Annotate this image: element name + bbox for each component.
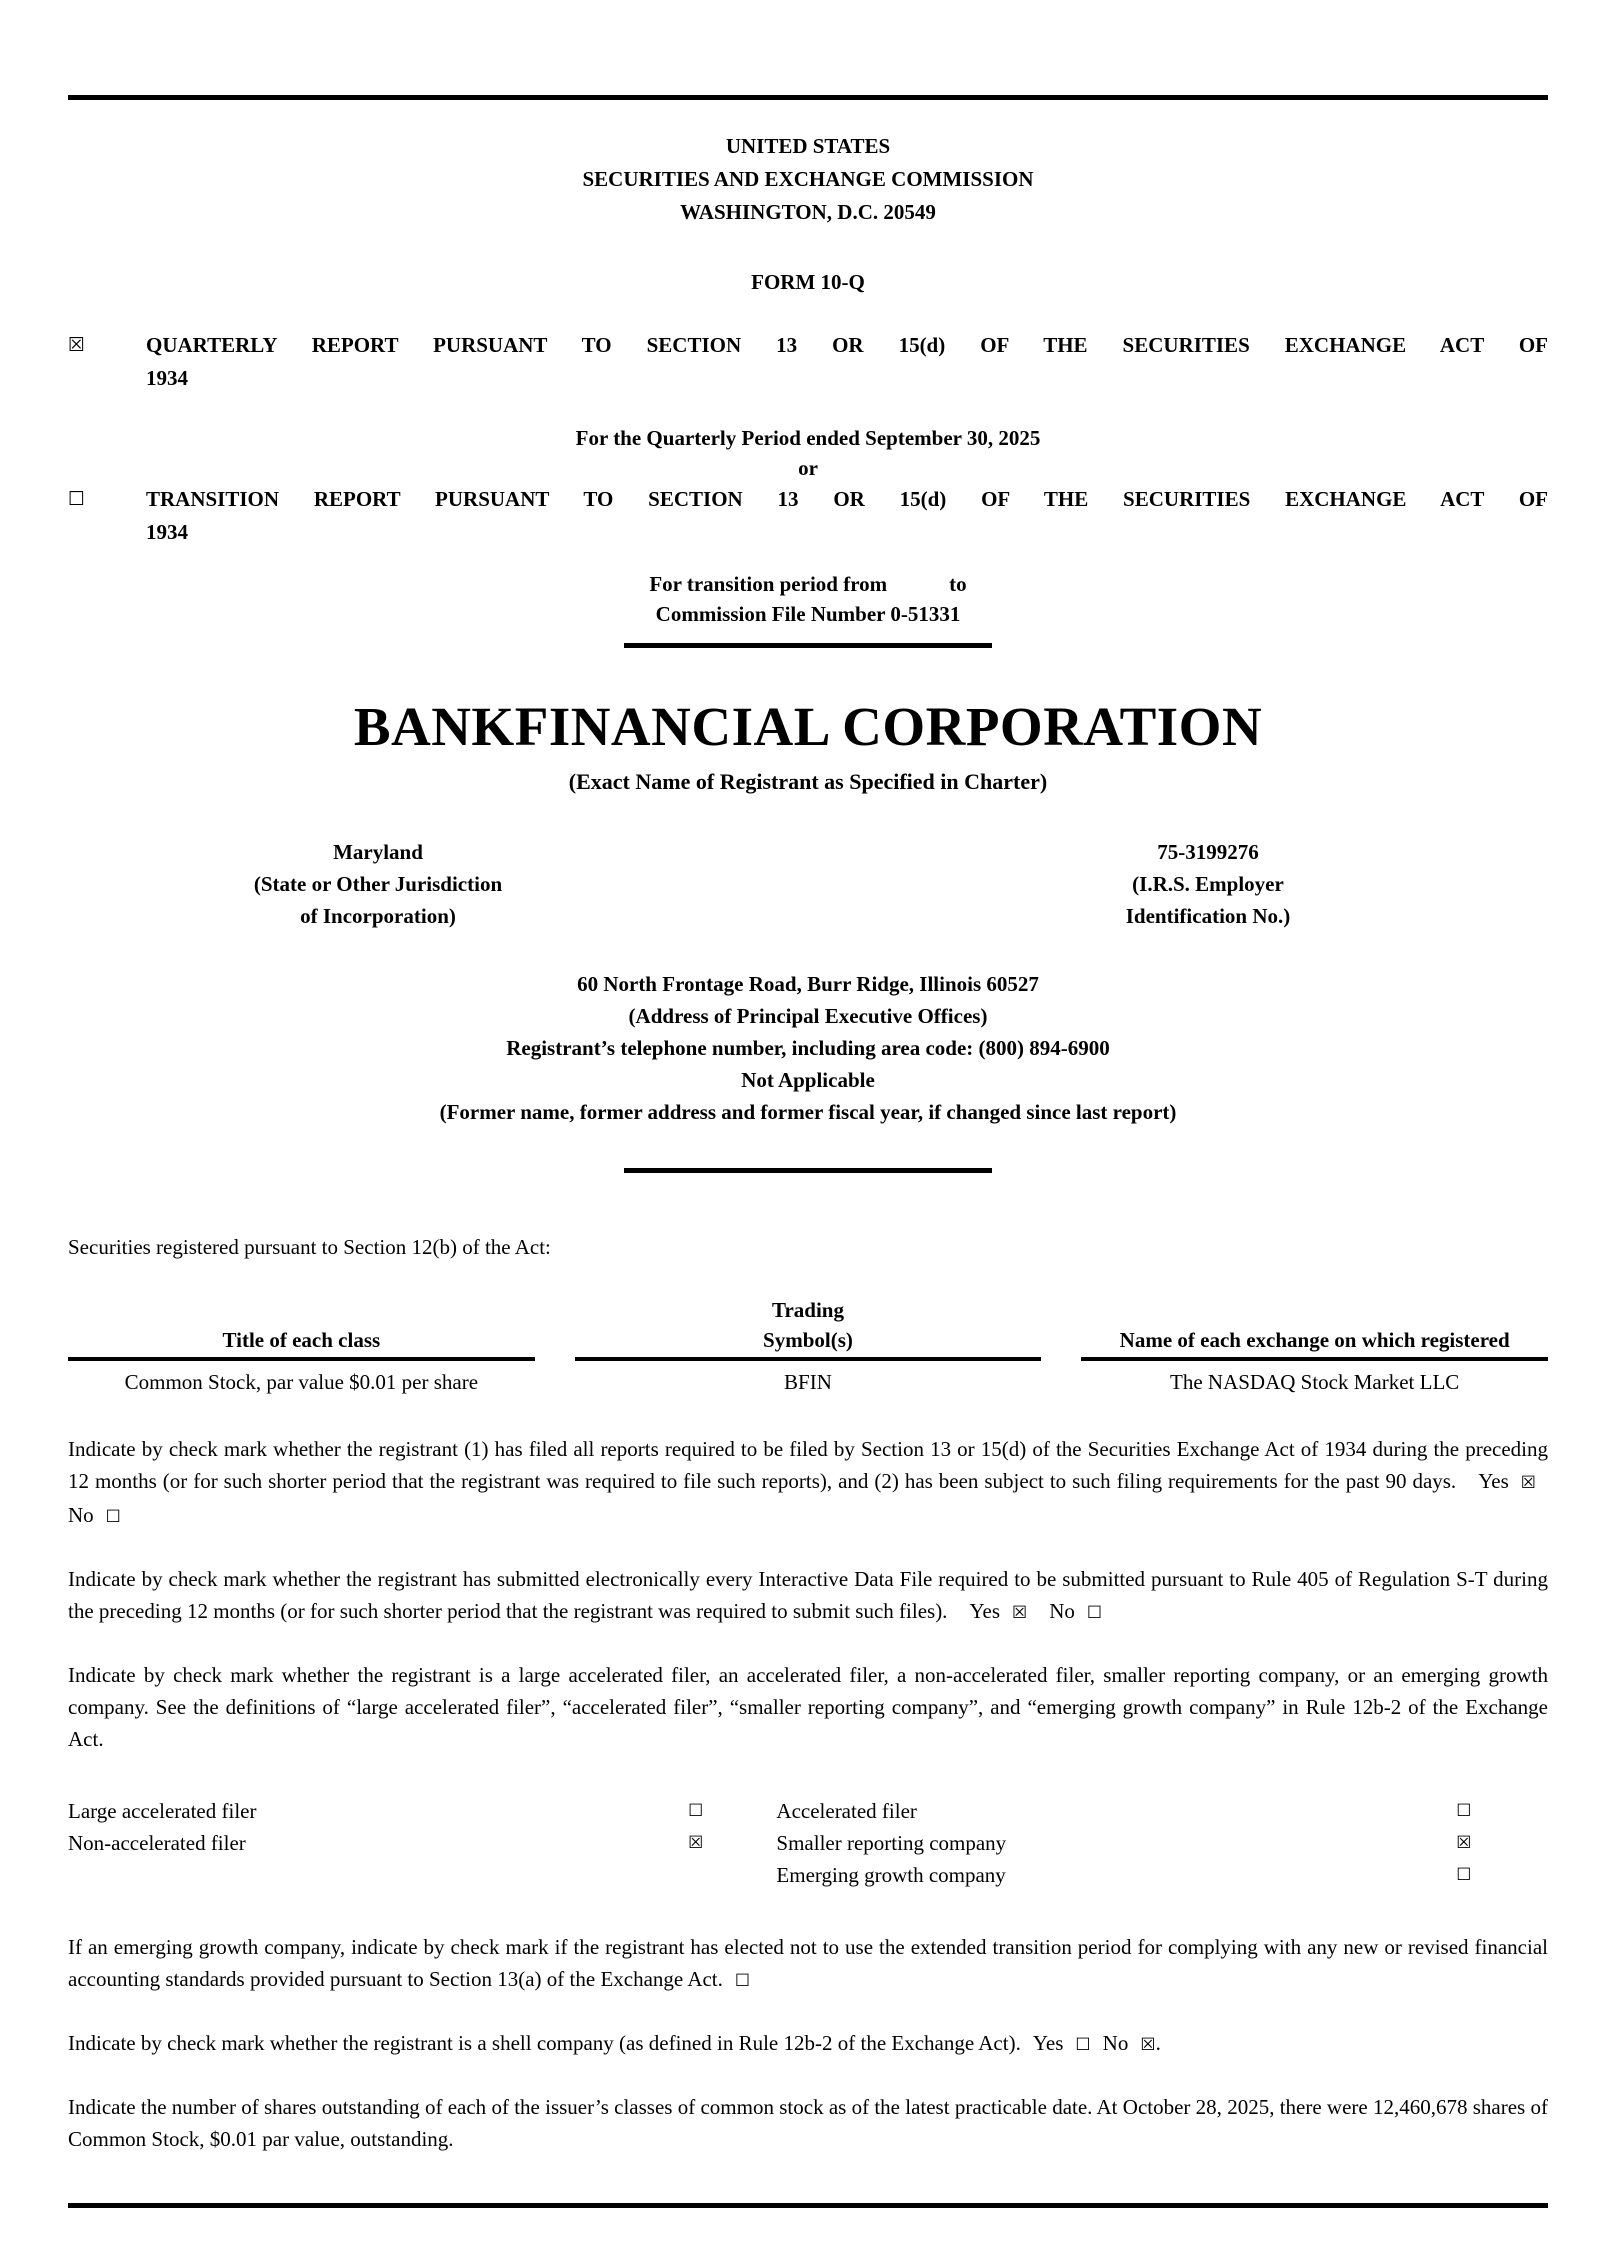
irs-caption-line1: (I.R.S. Employer bbox=[1132, 872, 1284, 896]
agency-line-2: SECURITIES AND EXCHANGE COMMISSION bbox=[582, 167, 1034, 191]
paragraph-filed-all-reports-text: Indicate by check mark whether the registrant (1) has filed all reports required to be filed by Section 13 or 15(d) of the Securities Exchange Act of 1934 during the preceding 12 months (or for such shorter period that the registrant was required to file such reports), and (2) has been subject to such filing requirements for the past 90 days. bbox=[68, 1437, 1548, 1493]
cell-title-of-class: Common Stock, par value $0.01 per share bbox=[124, 1370, 479, 1394]
label-large-accelerated-filer: Large accelerated filer bbox=[68, 1799, 257, 1823]
quarterly-report-text-line2: 1934 bbox=[146, 366, 188, 390]
transition-report-checkbox[interactable]: ☐ bbox=[68, 488, 86, 510]
paragraph-filed-all-reports bbox=[68, 1433, 1548, 1533]
label-accelerated-filer: Accelerated filer bbox=[776, 1799, 917, 1823]
paragraph-shell-company bbox=[68, 2027, 1548, 2061]
label-non-accelerated-filer: Non-accelerated filer bbox=[68, 1831, 246, 1855]
transition-report-row bbox=[68, 483, 1548, 549]
former-name-caption: (Former name, former address and former fiscal year, if changed since last report) bbox=[439, 1100, 1177, 1124]
label-emerging-growth-company: Emerging growth company bbox=[776, 1863, 1006, 1887]
transition-report-text-line1: TRANSITION REPORT PURSUANT TO SECTION 13 OR 15(d) OF THE SECURITIES EXCHANGE ACT OF bbox=[146, 487, 1548, 511]
bottom-horizontal-rule bbox=[68, 2203, 1548, 2208]
quarterly-period-label: For the Quarterly Period ended September 30, 2025 bbox=[575, 426, 1041, 450]
section-divider-rule bbox=[624, 1168, 992, 1173]
paragraph-shares-outstanding: Indicate the number of shares outstanding of each of the issuer’s classes of common stock as of the latest practicable date. At October 28, 2025, there were 12,460,678 shares of Common Stock, $0.01 par value, outstanding. bbox=[68, 2095, 1548, 2151]
label-smaller-reporting-company: Smaller reporting company bbox=[776, 1831, 1007, 1855]
paragraph-filer-status-intro: Indicate by check mark whether the registrant is a large accelerated filer, an accelerated filer, a non-accelerated filer, smaller reporting company, or an emerging growth company. See the definitions of “large accelerated filer”, “accelerated filer”, “smaller reporting company”, and “emerging growth company” in Rule 12b-2 of the Exchange Act. bbox=[68, 1663, 1548, 1751]
checkbox-non-accelerated-filer[interactable]: ☒ bbox=[688, 1833, 704, 1853]
or-separator: or bbox=[798, 456, 818, 480]
state-caption-line1: (State or Other Jurisdiction bbox=[253, 872, 503, 896]
header-title-of-class: Title of each class bbox=[68, 1295, 535, 1359]
paragraph-interactive-data-file bbox=[68, 1563, 1548, 1629]
emerging-growth-checkbox[interactable]: ☐ bbox=[734, 1971, 751, 1991]
transition-report-text-line2: 1934 bbox=[146, 520, 188, 544]
agency-line-1: UNITED STATES bbox=[725, 134, 891, 158]
securities-table-header-row bbox=[68, 1295, 1548, 1359]
transition-period-to-label: to bbox=[949, 572, 967, 596]
jurisdiction-irs-block bbox=[68, 836, 1548, 932]
header-trading-symbol-line2: Symbol(s) bbox=[763, 1328, 853, 1352]
checkbox-accelerated-filer[interactable]: ☐ bbox=[1456, 1801, 1472, 1821]
commission-file-underline bbox=[624, 643, 992, 648]
interactive-data-no-label: No bbox=[1049, 1599, 1075, 1623]
shell-company-yes-label: Yes bbox=[1032, 2031, 1064, 2055]
transition-period-from-label: For transition period from bbox=[649, 572, 888, 596]
header-exchange: Name of each exchange on which registered bbox=[1081, 1295, 1548, 1359]
transition-period-line bbox=[68, 569, 1548, 599]
irs-employer-id: 75-3199276 bbox=[1157, 840, 1259, 864]
address-block bbox=[68, 968, 1548, 1128]
checkbox-large-accelerated-filer[interactable]: ☐ bbox=[688, 1801, 704, 1821]
filed-reports-yes-checkbox[interactable]: ☒ bbox=[1520, 1473, 1536, 1493]
filed-reports-yes-label: Yes bbox=[1478, 1469, 1509, 1493]
principal-address: 60 North Frontage Road, Burr Ridge, Illinois 60527 bbox=[577, 972, 1039, 996]
filer-status-grid bbox=[68, 1795, 1548, 1891]
transition-report-text bbox=[146, 483, 1548, 549]
address-caption: (Address of Principal Executive Offices) bbox=[628, 1004, 988, 1028]
document-content bbox=[68, 130, 1548, 2155]
interactive-data-yes-label: Yes bbox=[969, 1599, 1000, 1623]
state-caption-line2: of Incorporation) bbox=[300, 904, 456, 928]
interactive-data-no-checkbox[interactable]: ☐ bbox=[1086, 1603, 1103, 1623]
table-row bbox=[68, 1359, 1548, 1397]
table-spacer-1 bbox=[535, 1295, 575, 1359]
paragraph-emerging-growth-election bbox=[68, 1931, 1548, 1997]
form-title: FORM 10-Q bbox=[751, 270, 865, 294]
table-spacer-3 bbox=[535, 1359, 575, 1397]
shell-company-text: Indicate by check mark whether the registrant is a shell company (as defined in Rule 12b-2 of the Exchange Act). bbox=[68, 2031, 1021, 2055]
agency-line-3: WASHINGTON, D.C. 20549 bbox=[680, 200, 936, 224]
filer-status-row-1 bbox=[68, 1795, 1548, 1827]
quarterly-report-text bbox=[146, 329, 1548, 395]
irs-column bbox=[808, 836, 1548, 932]
filed-reports-no-label: No bbox=[68, 1503, 94, 1527]
securities-registered-table bbox=[68, 1295, 1548, 1397]
securities-registered-intro: Securities registered pursuant to Section 12(b) of the Act: bbox=[68, 1235, 551, 1259]
registrant-company-name: BANKFINANCIAL CORPORATION bbox=[353, 696, 1263, 757]
quarterly-report-checkbox[interactable]: ☒ bbox=[68, 334, 86, 356]
checkbox-smaller-reporting-company[interactable]: ☒ bbox=[1456, 1833, 1472, 1853]
former-name: Not Applicable bbox=[741, 1068, 875, 1092]
cell-trading-symbol: BFIN bbox=[784, 1370, 832, 1394]
filer-grid-empty-2 bbox=[615, 1859, 776, 1891]
checkbox-emerging-growth-company[interactable]: ☐ bbox=[1456, 1865, 1472, 1885]
exact-name-caption: (Exact Name of Registrant as Specified in Charter) bbox=[568, 769, 1048, 794]
state-of-incorporation: Maryland bbox=[333, 840, 423, 864]
shell-company-trailing-period: . bbox=[1155, 2031, 1161, 2055]
paragraph-interactive-data-file-text: Indicate by check mark whether the registrant has submitted electronically every Interactive Data File required to be submitted pursuant to Rule 405 of Regulation S-T during the preceding 12 months (or for such shorter period that the registrant was required to submit such files). bbox=[68, 1567, 1548, 1623]
shell-company-yes-checkbox[interactable]: ☐ bbox=[1075, 2035, 1091, 2055]
filer-status-row-3 bbox=[68, 1859, 1548, 1891]
state-column bbox=[68, 836, 808, 932]
header-trading-symbol bbox=[575, 1295, 1042, 1359]
filer-grid-empty-1 bbox=[68, 1859, 615, 1891]
quarterly-report-text-line1: QUARTERLY REPORT PURSUANT TO SECTION 13 OR 15(d) OF THE SECURITIES EXCHANGE ACT OF bbox=[146, 333, 1548, 357]
commission-file-number: Commission File Number 0-51331 bbox=[655, 602, 961, 626]
emerging-growth-text: If an emerging growth company, indicate by check mark if the registrant has elected not to use the extended transition period for complying with any new or revised financial accounting standards provided pursuant to Section 13(a) of the Exchange Act. bbox=[68, 1935, 1548, 1991]
filed-reports-no-checkbox[interactable]: ☐ bbox=[105, 1507, 121, 1527]
quarterly-report-row bbox=[68, 329, 1548, 395]
shell-company-no-label: No bbox=[1102, 2031, 1129, 2055]
filer-status-row-2 bbox=[68, 1827, 1548, 1859]
shell-company-no-checkbox[interactable]: ☒ bbox=[1140, 2035, 1156, 2055]
interactive-data-yes-checkbox[interactable]: ☒ bbox=[1012, 1603, 1028, 1623]
top-horizontal-rule bbox=[68, 95, 1548, 100]
table-spacer-2 bbox=[1041, 1295, 1081, 1359]
header-trading-symbol-line1: Trading bbox=[772, 1298, 844, 1322]
table-spacer-4 bbox=[1041, 1359, 1081, 1397]
irs-caption-line2: Identification No.) bbox=[1125, 904, 1291, 928]
registrant-telephone: Registrant’s telephone number, including area code: (800) 894-6900 bbox=[506, 1036, 1110, 1060]
cell-exchange: The NASDAQ Stock Market LLC bbox=[1170, 1370, 1460, 1394]
